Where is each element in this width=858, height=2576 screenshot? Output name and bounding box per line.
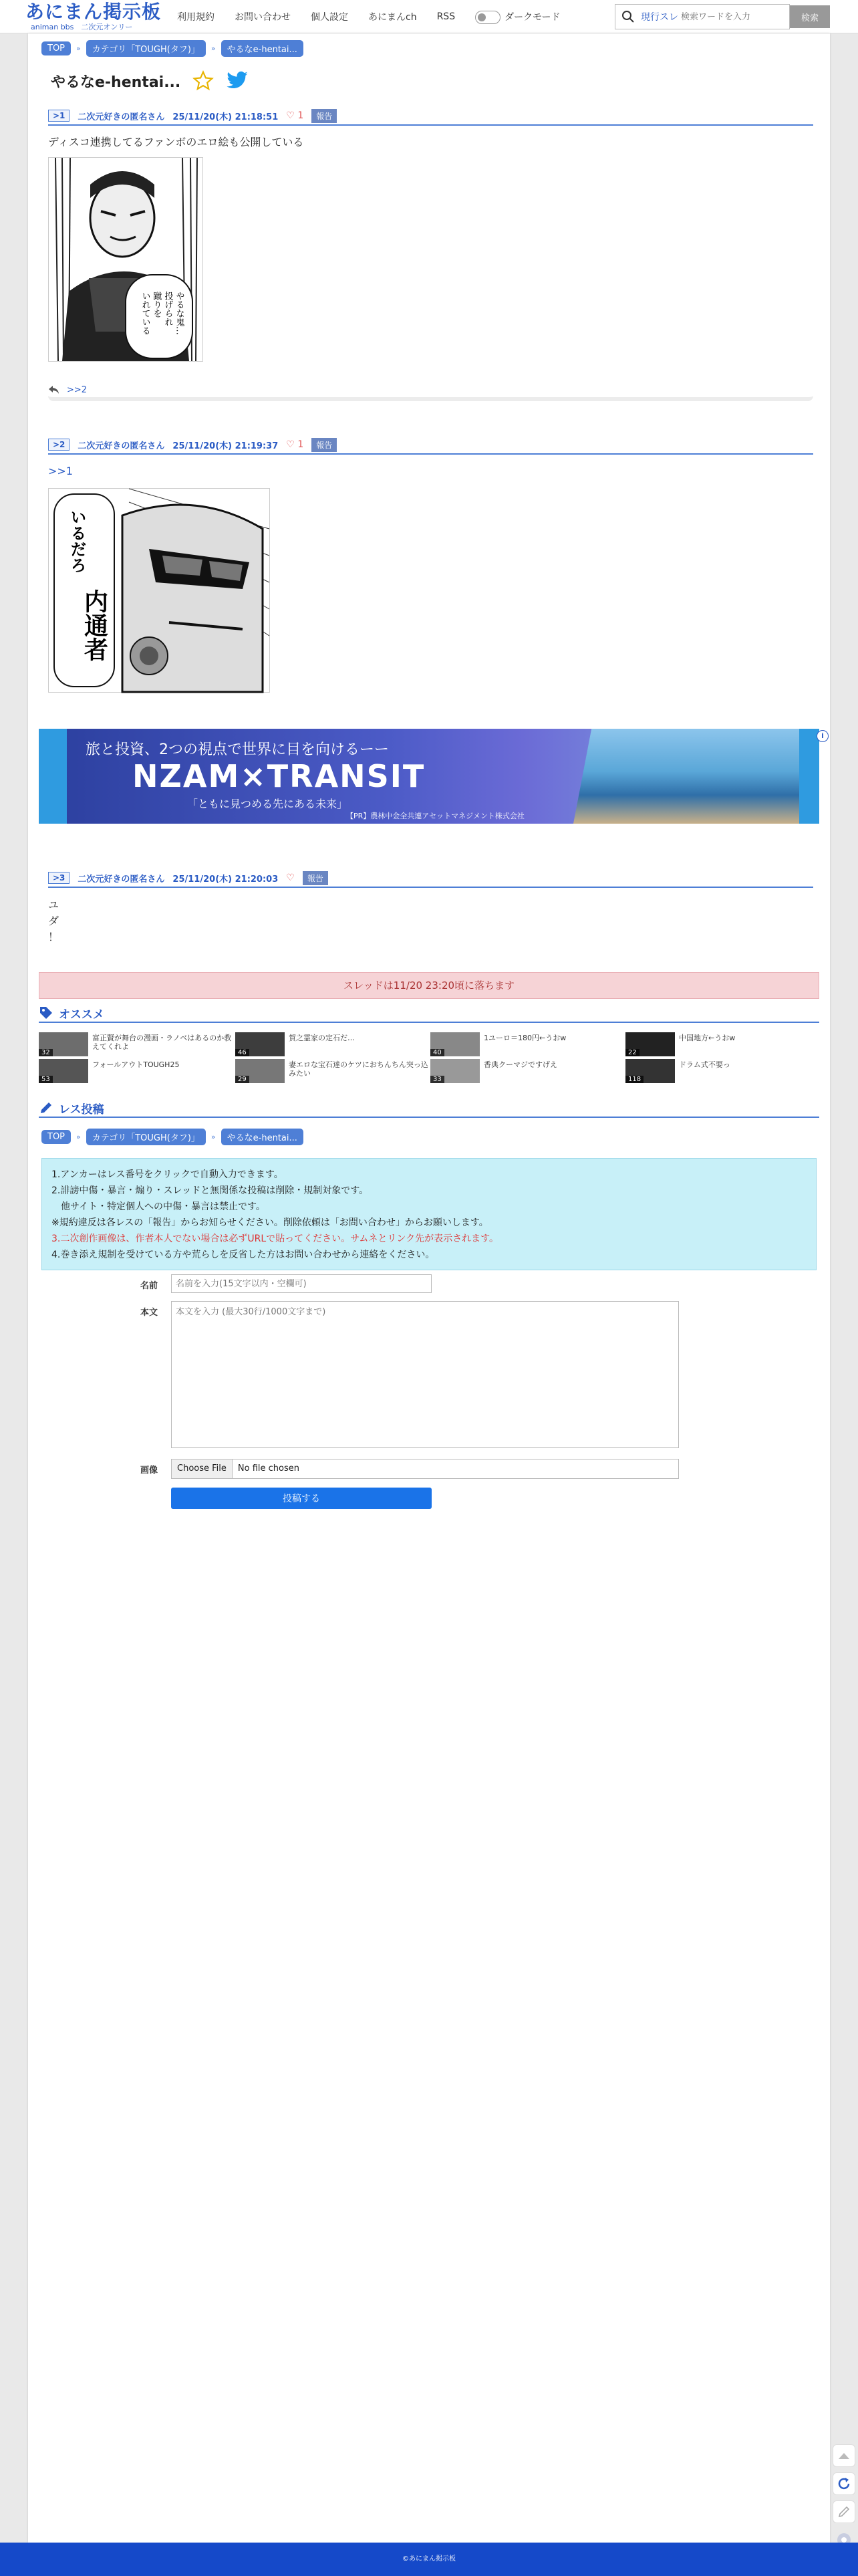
rule-line: 他サイト・特定個人への中傷・暴言は禁止です。: [51, 1201, 265, 1212]
thread-title-row: [51, 70, 249, 92]
star-icon[interactable]: [192, 70, 214, 92]
recommend-thumbnail: [430, 1032, 480, 1056]
recommend-title: オススメ: [59, 1008, 104, 1022]
twitter-icon[interactable]: [226, 71, 249, 91]
post-body: ディスコ連携してるファンボのエロ絵も公開している: [48, 136, 304, 148]
post-anchor-link[interactable]: >>1: [48, 465, 73, 477]
nav-settings[interactable]: 個人設定: [311, 12, 348, 23]
search-icon[interactable]: [615, 5, 641, 29]
report-button[interactable]: 報告: [311, 109, 337, 123]
site-logo[interactable]: [25, 1, 172, 32]
manga-panel-image: [49, 489, 269, 692]
recommend-section-title: [39, 1004, 819, 1023]
post-image[interactable]: [48, 488, 270, 693]
ad-headline: 旅と投資、2つの視点で世界に目を向けるーー: [86, 741, 389, 758]
pencil-icon: [39, 1100, 53, 1115]
search-button[interactable]: 検索: [790, 5, 830, 28]
site-footer: [0, 2543, 858, 2576]
ad-brand: NZAM×TRANSIT: [132, 758, 426, 794]
post-date: 25/11/20(木) 21:19:37: [172, 441, 279, 451]
reload-button[interactable]: [833, 2472, 855, 2495]
post-body-line: ダ: [48, 915, 59, 927]
like-button[interactable]: [286, 872, 295, 883]
submit-button[interactable]: 投稿する: [171, 1488, 432, 1509]
recommend-item[interactable]: [39, 1032, 233, 1056]
arrow-up-icon: [837, 2451, 851, 2460]
pencil-icon: [837, 2505, 851, 2519]
report-button[interactable]: 報告: [311, 438, 337, 452]
recommend-item-title: 富正賢が舞台の漫画・ラノベはあるのか教えてくれよ: [92, 1034, 232, 1051]
recommend-item-title: 1ユーロ＝180円←うおw: [484, 1034, 567, 1042]
comment-count: 53: [39, 1076, 53, 1083]
svg-text:やるな鬼…: やるな鬼…: [174, 291, 184, 335]
recommend-thumbnail: [430, 1059, 480, 1083]
post-date: 25/11/20(木) 21:18:51: [172, 112, 279, 122]
body-label: 本文: [140, 1308, 158, 1318]
logo-main-text: あにまん掲示板: [25, 1, 162, 23]
breadcrumb: [41, 40, 303, 57]
recommend-item[interactable]: [625, 1059, 819, 1083]
file-status: No file chosen: [237, 1463, 299, 1474]
nav-contact[interactable]: お問い合わせ: [235, 12, 291, 23]
post-author: 二次元好きの匿名さん: [78, 441, 165, 451]
heart-icon: ♡: [286, 110, 295, 121]
ad-photo: [573, 729, 801, 824]
nav-terms[interactable]: 利用規約: [177, 12, 214, 23]
heart-icon: ♡: [286, 872, 295, 883]
breadcrumb-separator-icon: »: [210, 1133, 216, 1141]
breadcrumb-category[interactable]: カテゴリ「TOUGH(タフ)」: [86, 1129, 206, 1145]
recommend-item-title: ドラム式不要っ: [679, 1060, 730, 1069]
ad-sponsor: 【PR】農林中金全共連アセットマネジメント株式会社: [346, 812, 525, 820]
rule-line: 4.巻き添え規制を受けている方や荒らしを反省した方はお問い合わせから連絡をください。: [51, 1250, 435, 1260]
recommend-item[interactable]: [430, 1032, 624, 1056]
comment-count: 22: [625, 1049, 639, 1056]
post-number[interactable]: >3: [48, 872, 69, 884]
recommend-item-title: 賀之霊家の定石だ…: [289, 1034, 355, 1042]
recommend-item-title: 香典クーマジですげえ: [484, 1060, 557, 1069]
page-title: やるなe-hentai...: [51, 74, 181, 91]
like-button[interactable]: [286, 110, 303, 121]
like-button[interactable]: [286, 439, 303, 450]
recommend-item[interactable]: [235, 1059, 429, 1083]
comment-count: 33: [430, 1076, 444, 1083]
post-author: 二次元好きの匿名さん: [78, 112, 165, 122]
svg-text:投げられ: 投げられ: [162, 291, 173, 326]
scroll-top-button[interactable]: [833, 2444, 855, 2467]
comment-count: 32: [39, 1049, 53, 1056]
comment-count: 40: [430, 1049, 444, 1056]
reply-arrow-icon: [48, 385, 60, 394]
recommend-item-title: フォールアウトTOUGH25: [92, 1060, 180, 1069]
file-input[interactable]: [171, 1459, 679, 1479]
breadcrumb-separator-icon: »: [76, 1133, 81, 1141]
page-content: [28, 33, 830, 2543]
like-count: 1: [297, 439, 304, 450]
reload-icon: [837, 2476, 851, 2491]
name-field[interactable]: [171, 1274, 432, 1293]
reply-bar: [48, 382, 813, 401]
breadcrumb-top[interactable]: TOP: [41, 1130, 71, 1144]
post-image[interactable]: [48, 157, 203, 362]
post-header: [48, 869, 813, 888]
post-header: [48, 107, 813, 126]
ad-banner[interactable]: [39, 729, 824, 824]
post-form-heading: レス投稿: [59, 1102, 104, 1117]
image-caption-1: いるだろ: [67, 509, 86, 573]
breadcrumb-thread[interactable]: やるなe-hentai...: [221, 1129, 303, 1145]
darkmode-toggle[interactable]: [475, 10, 560, 24]
breadcrumb-category[interactable]: カテゴリ「TOUGH(タフ)」: [86, 40, 206, 57]
nav-animanch[interactable]: あにまんch: [368, 12, 417, 23]
report-button[interactable]: 報告: [303, 871, 328, 885]
recommend-item[interactable]: [235, 1032, 429, 1056]
toggle-switch[interactable]: [475, 11, 500, 24]
site-header: [0, 0, 858, 33]
rule-line: 2.誹謗中傷・暴言・煽り・スレッドと無関係な投稿は削除・規制対象です。: [51, 1185, 369, 1196]
rule-line: 3.二次創作画像は、作者本人でない場合は必ずURLで貼ってください。サムネとリンク先が表示されます。: [51, 1234, 499, 1244]
post-form-title: [39, 1099, 819, 1118]
body-textarea[interactable]: [171, 1301, 679, 1448]
search-input[interactable]: [681, 12, 781, 22]
ad-decoration: [799, 729, 819, 824]
breadcrumb-thread[interactable]: やるなe-hentai...: [221, 40, 303, 57]
manga-panel-image: [49, 158, 202, 361]
post-body-line: ！: [48, 931, 59, 943]
image-caption-2: 内通者: [80, 589, 108, 661]
search-type-select[interactable]: 現行スレ: [641, 12, 678, 23]
recommend-item[interactable]: [625, 1032, 819, 1056]
posting-rules: [41, 1158, 817, 1270]
recommend-thumbnail: [625, 1059, 675, 1083]
thread-drop-notice: スレッドは11/20 23:20頃に落ちます: [39, 972, 819, 999]
recommend-thumbnail: [625, 1032, 675, 1056]
breadcrumb-separator-icon: »: [76, 44, 81, 53]
post-author: 二次元好きの匿名さん: [78, 874, 165, 885]
rule-line: 1.アンカーはレス番号をクリックで自動入力できます。: [51, 1169, 283, 1180]
recommend-item-title: 妻エロな宝石達のケツにおちんちん突っ込みたい: [289, 1060, 428, 1078]
breadcrumb-separator-icon: »: [210, 44, 216, 53]
recommend-thumbnail: [39, 1059, 88, 1083]
heart-icon: ♡: [286, 439, 295, 450]
comment-count: 46: [235, 1049, 249, 1056]
comment-count: 118: [625, 1076, 644, 1083]
comment-count: 29: [235, 1076, 249, 1083]
nav-rss[interactable]: RSS: [436, 11, 456, 22]
reply-link[interactable]: >>2: [67, 384, 88, 395]
rule-line: ※規約違反は各レスの「報告」からお知らせください。削除依頼は「お問い合わせ」からお願いします。: [51, 1217, 488, 1228]
post-date: 25/11/20(木) 21:20:03: [172, 874, 279, 885]
main-nav: [177, 0, 561, 33]
recommend-thumbnail: [39, 1032, 88, 1056]
post-header: [48, 436, 813, 455]
breadcrumb: [41, 1129, 303, 1145]
darkmode-label: ダークモード: [505, 11, 561, 23]
tag-icon: [39, 1006, 53, 1020]
recommend-item-title: 中国地方←うおw: [679, 1034, 736, 1042]
image-label: 画像: [140, 1466, 158, 1476]
recommend-item[interactable]: [39, 1059, 233, 1083]
svg-text:蹴りを: 蹴りを: [151, 291, 162, 318]
post-number[interactable]: >2: [48, 439, 69, 451]
search-box: [615, 4, 790, 29]
post-body-line: ユ: [48, 899, 59, 911]
logo-sub-text: animan bbs 二次元オンリー: [31, 23, 133, 31]
write-button[interactable]: [833, 2500, 855, 2523]
recommend-item[interactable]: [430, 1059, 624, 1083]
recommend-thumbnail: [235, 1032, 285, 1056]
name-label: 名前: [140, 1281, 158, 1291]
ad-decoration: [39, 729, 67, 824]
copyright-text: ©あにまん掲示板: [402, 2555, 456, 2563]
like-count: 1: [297, 110, 304, 121]
post-number[interactable]: >1: [48, 110, 69, 122]
ad-info-icon[interactable]: i: [817, 730, 829, 742]
svg-text:いれている: いれている: [140, 291, 150, 335]
recommend-thumbnail: [235, 1059, 285, 1083]
ad-tagline: 「ともに見つめる先にある未来」: [187, 798, 348, 810]
breadcrumb-top[interactable]: TOP: [41, 41, 71, 55]
post-body: [48, 897, 59, 945]
choose-file-button[interactable]: Choose File: [172, 1459, 233, 1478]
